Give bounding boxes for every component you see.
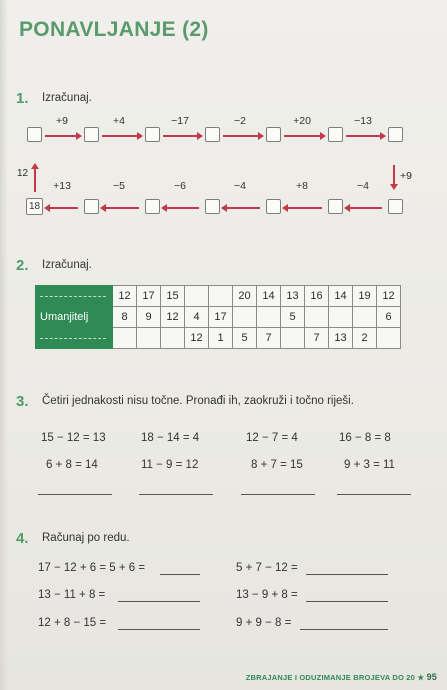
operation-label: +4 xyxy=(113,115,125,127)
table-cell[interactable] xyxy=(137,328,161,349)
answer-line[interactable] xyxy=(118,629,200,630)
expression: 5 + 7 − 12 = xyxy=(236,562,298,574)
table-cell[interactable] xyxy=(209,286,233,307)
table-cell[interactable]: 19 xyxy=(353,286,377,307)
up-arrow-label: 12 xyxy=(17,168,29,179)
table-cell[interactable]: 9 xyxy=(137,307,161,328)
left-arrow-icon xyxy=(105,207,139,209)
start-value-box: 18 xyxy=(26,198,43,215)
task-4-instruction: Računaj po redu. xyxy=(42,532,130,544)
answer-line[interactable] xyxy=(38,494,112,495)
operation-label: −2 xyxy=(234,115,246,127)
answer-box[interactable] xyxy=(328,199,343,214)
table-cell[interactable]: 2 xyxy=(353,328,377,349)
table-cell[interactable]: 5 xyxy=(281,307,305,328)
answer-box[interactable] xyxy=(266,199,281,214)
table-cell[interactable] xyxy=(185,286,209,307)
task-1-number: 1. xyxy=(16,90,29,107)
answer-box[interactable] xyxy=(328,127,343,142)
subtraction-table xyxy=(35,285,401,349)
task-3-instruction: Četiri jednakosti nisu točne. Pronađi ih, zaokruži i točno riješi. xyxy=(42,395,354,407)
table-cell[interactable]: 1 xyxy=(209,328,233,349)
table-cell[interactable]: 13 xyxy=(281,286,305,307)
answer-line[interactable] xyxy=(160,574,200,575)
table-row xyxy=(36,328,401,349)
answer-box[interactable] xyxy=(84,127,99,142)
star-icon: ★ xyxy=(417,673,425,682)
answer-box[interactable] xyxy=(388,199,403,214)
table-cell[interactable]: 13 xyxy=(329,328,353,349)
table-cell[interactable]: 12 xyxy=(113,286,137,307)
table-cell[interactable]: 12 xyxy=(377,286,401,307)
answer-line[interactable] xyxy=(118,601,200,602)
table-cell[interactable] xyxy=(281,328,305,349)
equation[interactable]: 11 − 9 = 12 xyxy=(141,459,199,471)
table-header-cell xyxy=(36,328,113,349)
operation-label: +20 xyxy=(293,115,311,127)
table-row xyxy=(36,307,401,328)
down-arrow-icon xyxy=(393,165,395,185)
answer-line[interactable] xyxy=(139,494,213,495)
table-cell[interactable] xyxy=(353,307,377,328)
page-title: PONAVLJANJE (2) xyxy=(19,18,209,41)
answer-box[interactable] xyxy=(205,127,220,142)
page-spine-shadow xyxy=(0,0,8,690)
task-2-number: 2. xyxy=(16,257,29,274)
task-1-instruction: Izračunaj. xyxy=(42,92,92,104)
operation-label: −17 xyxy=(171,115,189,127)
operation-label: +9 xyxy=(56,115,68,127)
table-cell[interactable]: 20 xyxy=(233,286,257,307)
table-cell[interactable]: 17 xyxy=(137,286,161,307)
answer-box[interactable] xyxy=(388,127,403,142)
right-arrow-icon xyxy=(223,135,259,137)
equation[interactable]: 18 − 14 = 4 xyxy=(141,432,200,444)
table-header-cell xyxy=(36,286,113,307)
operation-label: −5 xyxy=(113,180,125,192)
left-arrow-icon xyxy=(226,207,260,209)
expression: 12 + 8 − 15 = xyxy=(38,617,107,629)
operation-label: −4 xyxy=(234,180,246,192)
left-arrow-icon xyxy=(349,207,382,209)
answer-box[interactable] xyxy=(84,199,99,214)
table-cell[interactable]: 4 xyxy=(185,307,209,328)
right-arrow-icon xyxy=(346,135,381,137)
table-cell[interactable]: 17 xyxy=(209,307,233,328)
answer-line[interactable] xyxy=(337,494,411,495)
operation-label: −4 xyxy=(357,180,369,192)
right-arrow-icon xyxy=(45,135,77,137)
task-4-number: 4. xyxy=(16,530,29,547)
answer-line[interactable] xyxy=(306,574,388,575)
answer-box[interactable] xyxy=(145,127,160,142)
table-cell[interactable]: 7 xyxy=(305,328,329,349)
footer-chapter-title: ZBRAJANJE I ODUZIMANJE BROJEVA DO 20 xyxy=(245,673,416,682)
table-cell[interactable] xyxy=(113,328,137,349)
right-arrow-icon xyxy=(284,135,321,137)
answer-line[interactable] xyxy=(306,601,388,602)
table-cell[interactable]: 5 xyxy=(233,328,257,349)
task-3-number: 3. xyxy=(16,393,29,410)
table-cell[interactable]: 12 xyxy=(161,307,185,328)
table-cell[interactable] xyxy=(233,307,257,328)
left-arrow-icon xyxy=(166,207,199,209)
table-cell[interactable]: 15 xyxy=(161,286,185,307)
table-row-label: Umanjitelj xyxy=(36,307,113,328)
answer-box[interactable] xyxy=(145,199,160,214)
equation[interactable]: 16 − 8 = 8 xyxy=(339,432,391,444)
table-row xyxy=(36,286,401,307)
left-arrow-icon xyxy=(49,207,78,209)
equation[interactable]: 12 − 7 = 4 xyxy=(246,432,298,444)
table-cell[interactable] xyxy=(305,307,329,328)
answer-box[interactable] xyxy=(27,127,42,142)
down-arrow-label: +9 xyxy=(400,170,412,182)
equation[interactable]: 8 + 7 = 15 xyxy=(251,459,303,471)
table-cell[interactable]: 6 xyxy=(377,307,401,328)
expression: 9 + 9 − 8 = xyxy=(236,617,292,629)
up-arrow-icon xyxy=(34,168,36,192)
table-cell[interactable]: 8 xyxy=(113,307,137,328)
table-cell[interactable]: 14 xyxy=(257,286,281,307)
table-cell[interactable]: 16 xyxy=(305,286,329,307)
expression: 13 − 11 + 8 = xyxy=(38,589,106,601)
answer-box[interactable] xyxy=(266,127,281,142)
expression: 13 − 9 + 8 = xyxy=(236,589,298,601)
answer-box[interactable] xyxy=(205,199,220,214)
task-2-instruction: Izračunaj. xyxy=(42,259,92,271)
operation-label: −6 xyxy=(174,180,186,192)
table-cell[interactable] xyxy=(329,307,353,328)
table-cell[interactable] xyxy=(161,328,185,349)
answer-line[interactable] xyxy=(300,629,388,630)
operation-label: +13 xyxy=(53,180,71,192)
table-cell[interactable]: 12 xyxy=(185,328,209,349)
table-cell[interactable]: 14 xyxy=(329,286,353,307)
answer-line[interactable] xyxy=(241,494,315,495)
right-arrow-icon xyxy=(163,135,198,137)
right-arrow-icon xyxy=(102,135,138,137)
equation[interactable]: 15 − 12 = 13 xyxy=(41,432,106,444)
operation-label: +8 xyxy=(296,180,308,192)
equation[interactable]: 6 + 8 = 14 xyxy=(46,459,98,471)
operation-label: −13 xyxy=(354,115,372,127)
page-footer xyxy=(246,672,437,682)
table-cell[interactable] xyxy=(257,307,281,328)
table-cell[interactable] xyxy=(377,328,401,349)
table-cell[interactable]: 7 xyxy=(257,328,281,349)
left-arrow-icon xyxy=(287,207,322,209)
page-number: 95 xyxy=(426,672,437,682)
equation[interactable]: 9 + 3 = 11 xyxy=(344,459,395,471)
expression: 17 − 12 + 6 = 5 + 6 = xyxy=(38,562,146,574)
